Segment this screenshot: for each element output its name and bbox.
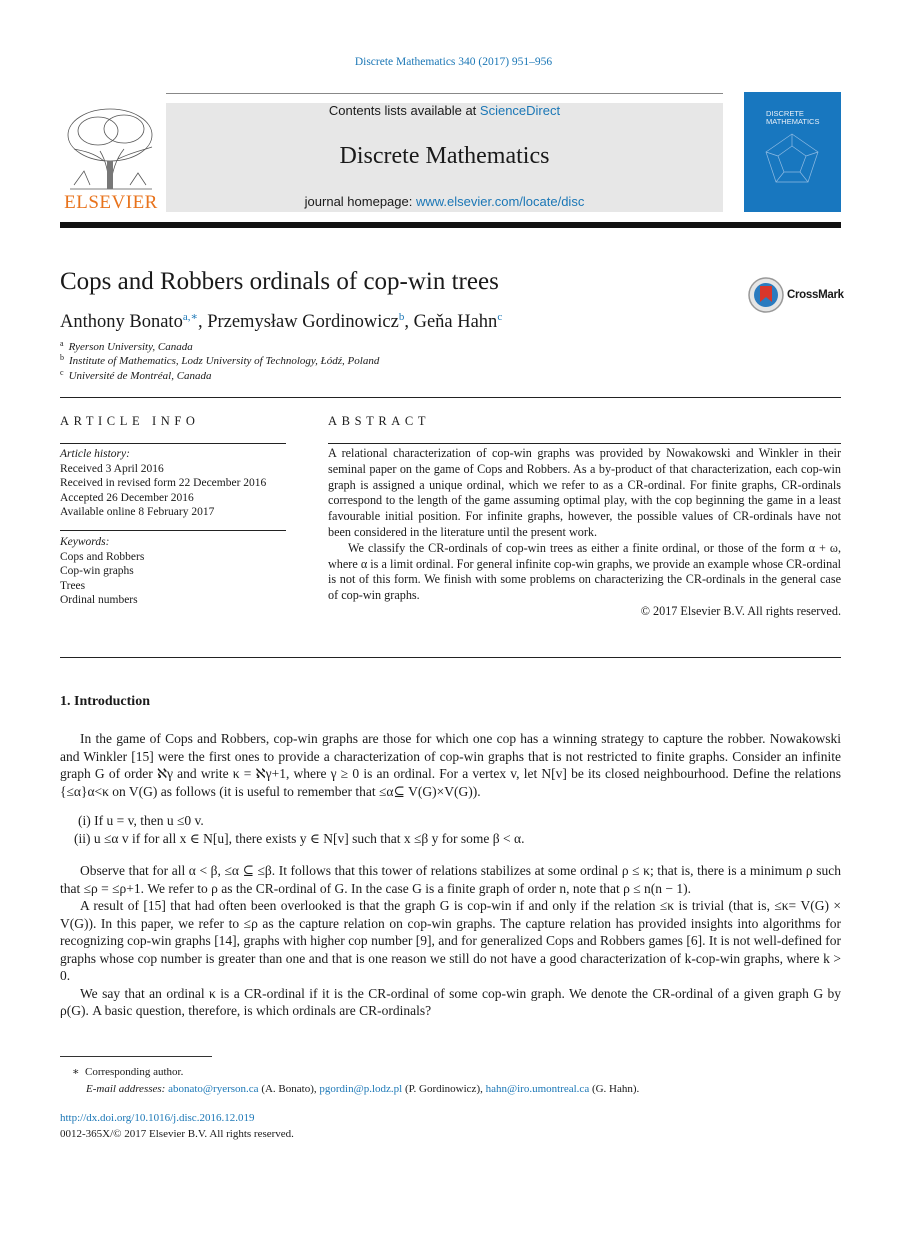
abstract-copyright: © 2017 Elsevier B.V. All rights reserved. bbox=[640, 603, 841, 618]
keywords-label: Keywords: bbox=[60, 536, 110, 548]
definition-item: (ii) u ≤α v if for all x ∈ N[u], there exists y ∈ N[v] such that x ≤β y for some β < α. bbox=[74, 831, 525, 846]
email-link[interactable]: pgordin@p.lodz.pl bbox=[319, 1083, 403, 1095]
cover-pentagon-graphic bbox=[762, 130, 822, 188]
journal-name: Discrete Mathematics bbox=[339, 143, 550, 169]
doi-block bbox=[60, 1110, 294, 1142]
definition-item: (i) If u = v, then u ≤0 v. bbox=[78, 813, 204, 828]
footnote-rule bbox=[60, 1056, 212, 1057]
header-rule bbox=[166, 93, 723, 94]
author-list: Anthony Bonato$^{a,∗}$, Przemysław Gordinowicz$^b$, Geňa Hahn$^c$ bbox=[60, 311, 503, 332]
intro-paragraph bbox=[60, 730, 841, 800]
header-thick-rule bbox=[60, 222, 841, 228]
elsevier-wordmark: ELSEVIER bbox=[64, 192, 158, 213]
footnote bbox=[72, 1064, 639, 1098]
section-rule bbox=[60, 657, 841, 658]
affiliation bbox=[60, 353, 379, 367]
journal-citation[interactable]: Discrete Mathematics 340 (2017) 951–956 bbox=[354, 56, 553, 68]
homepage-prefix: journal homepage: bbox=[304, 194, 416, 209]
email-owner: (P. Gordinowicz), bbox=[404, 1083, 483, 1095]
author-affiliation-marks[interactable]: b bbox=[398, 311, 405, 323]
author-affiliation-marks[interactable]: a,∗ bbox=[182, 311, 198, 323]
footnote-text: Corresponding author. bbox=[84, 1066, 184, 1078]
contents-line bbox=[166, 103, 723, 118]
abstract-body bbox=[328, 446, 841, 620]
email-line bbox=[72, 1081, 639, 1098]
history-item: Received 3 April 2016 bbox=[60, 462, 164, 475]
affiliation bbox=[60, 368, 212, 382]
keyword: Trees bbox=[60, 579, 86, 592]
affiliation-mark: c bbox=[60, 368, 64, 377]
email-owner: (A. Bonato), bbox=[261, 1083, 317, 1095]
affiliation-mark: a bbox=[60, 339, 64, 348]
article-title: Cops and Robbers ordinals of cop-win trees bbox=[60, 268, 499, 295]
affiliation-text: Institute of Mathematics, Lodz University of Technology, Łódź, Poland bbox=[69, 355, 380, 367]
email-link[interactable]: hahn@iro.umontreal.ca bbox=[485, 1083, 590, 1095]
keyword: Cop-win graphs bbox=[60, 565, 134, 577]
doi-link[interactable]: http://dx.doi.org/10.1016/j.disc.2016.12.019 bbox=[60, 1112, 255, 1124]
author-name: Anthony Bonato bbox=[60, 312, 183, 332]
keywords bbox=[60, 535, 290, 608]
affiliation bbox=[60, 339, 193, 353]
homepage-line bbox=[166, 194, 723, 209]
history-label: Article history: bbox=[60, 448, 130, 460]
paragraph-text: A result of [15] that had often been overlooked is that the graph G is cop-win if and only if the relation ≤κ is trivial (that is, ≤κ= V(G) × V(G)). In this paper, we refer to ≤ρ as the capture relation on cop-win graphs. The capture relation has provided insights into algorithms for recognizing cop-win graphs [14], graphs with higher cop number [9], and for generalized Cops and Robbers games [6]. It is not well-defined for graphs whose cop number is greater than one and that is one reason we still do not have a good characterization of k-cop-win graphs, where k > 0. bbox=[60, 898, 841, 983]
homepage-link[interactable]: www.elsevier.com/locate/disc bbox=[415, 194, 585, 209]
footnote-mark: ∗ bbox=[72, 1066, 80, 1078]
paragraph-text: In the game of Cops and Robbers, cop-win graphs are those for which one cop has a winning strategy to capture the robber. Nowakowski and Winkler [15] were the first ones to provide a characterization of cop-win graphs that is not restricted to finite graphs. Consider an infinite graph G of order ℵγ and write κ = ℵγ+1, where γ ≥ 0 is an ordinal. For a vertex v, let N[v] be its closed neighbourhood. Define the relations {≤α}α<κ on V(G) as follows (it is useful to remember that ≤α⊆ V(G)×V(G)). bbox=[60, 731, 841, 799]
paragraph-text: We say that an ordinal κ is a CR-ordinal if it is the CR-ordinal of some cop-win graph. We denote the CR-ordinal of a given graph G by ρ(G). A basic question, therefore, is which ordinals are CR-ordinals? bbox=[60, 985, 841, 1018]
abstract-rule bbox=[328, 443, 841, 444]
article-info-heading: ARTICLE INFO bbox=[60, 414, 200, 428]
email-owner: (G. Hahn). bbox=[591, 1083, 640, 1095]
history-item: Accepted 26 December 2016 bbox=[60, 491, 194, 504]
keyword: Cops and Robbers bbox=[60, 550, 145, 563]
abstract-heading: ABSTRACT bbox=[328, 414, 431, 428]
cover-title: DISCRETE MATHEMATICS bbox=[766, 109, 820, 126]
section-heading-introduction: 1. Introduction bbox=[60, 694, 150, 709]
paragraph-text: Observe that for all α < β, ≤α ⊆ ≤β. It follows that this tower of relations stabilizes at some ordinal ρ ≤ κ; that is, there is a minimum ρ such that ≤ρ = ≤ρ+1. We refer to ρ as the CR-ordinal of G. In the case G is a finite graph of order n, note that ρ ≤ n(n − 1). bbox=[60, 863, 841, 896]
affiliation-mark: b bbox=[60, 353, 64, 362]
issn-copyright: 0012-365X/© 2017 Elsevier B.V. All rights reserved. bbox=[60, 1128, 294, 1140]
info-rule bbox=[60, 530, 286, 531]
crossmark-label[interactable]: CrossMark bbox=[787, 289, 844, 301]
intro-paragraph bbox=[60, 862, 841, 1020]
affiliation-text: Université de Montréal, Canada bbox=[68, 370, 212, 382]
section-rule bbox=[60, 397, 841, 398]
article-history bbox=[60, 447, 290, 520]
keyword: Ordinal numbers bbox=[60, 594, 138, 606]
abstract-paragraph: We classify the CR-ordinals of cop-win trees as either a finite ordinal, or those of the form α + ω, where α is a limit ordinal. For general infinite cop-win graphs, we provide an example whose CR-ordinal is not of this form. We finish with some problems on characterizing the CR-ordinals in the general case of cop-win graphs. bbox=[328, 540, 841, 603]
history-item: Received in revised form 22 December 2016 bbox=[60, 477, 267, 489]
journal-cover[interactable] bbox=[744, 92, 841, 212]
crossmark-icon[interactable] bbox=[747, 276, 785, 314]
email-label: E-mail addresses: bbox=[86, 1083, 166, 1095]
author-name: Geňa Hahn bbox=[413, 312, 498, 332]
author-name: Przemysław Gordinowicz bbox=[207, 312, 399, 332]
abstract-paragraph: A relational characterization of cop-win graphs was provided by Nowakowski and Winkler in their seminal paper on the game of Cops and Robbers. As a by-product of that characterization, each cop-win graph is assigned a unique ordinal, which we refer to as a CR-ordinal. For finite graphs, CR-ordinals correspond to the length of the game assuming optimal play, with the cop beginning the game in a least favourable initial position. For infinite graphs, however, the possible values of CR-ordinals have not been considered in the literature until the present work. bbox=[328, 446, 841, 539]
contents-prefix: Contents lists available at bbox=[328, 103, 480, 118]
affiliation-text: Ryerson University, Canada bbox=[68, 341, 193, 353]
email-link[interactable]: abonato@ryerson.ca bbox=[168, 1083, 259, 1095]
author-affiliation-marks[interactable]: c bbox=[497, 311, 503, 323]
corresponding-author-note bbox=[72, 1064, 639, 1081]
sciencedirect-link[interactable]: ScienceDirect bbox=[479, 103, 561, 118]
history-item: Available online 8 February 2017 bbox=[60, 506, 215, 518]
info-rule bbox=[60, 443, 286, 444]
